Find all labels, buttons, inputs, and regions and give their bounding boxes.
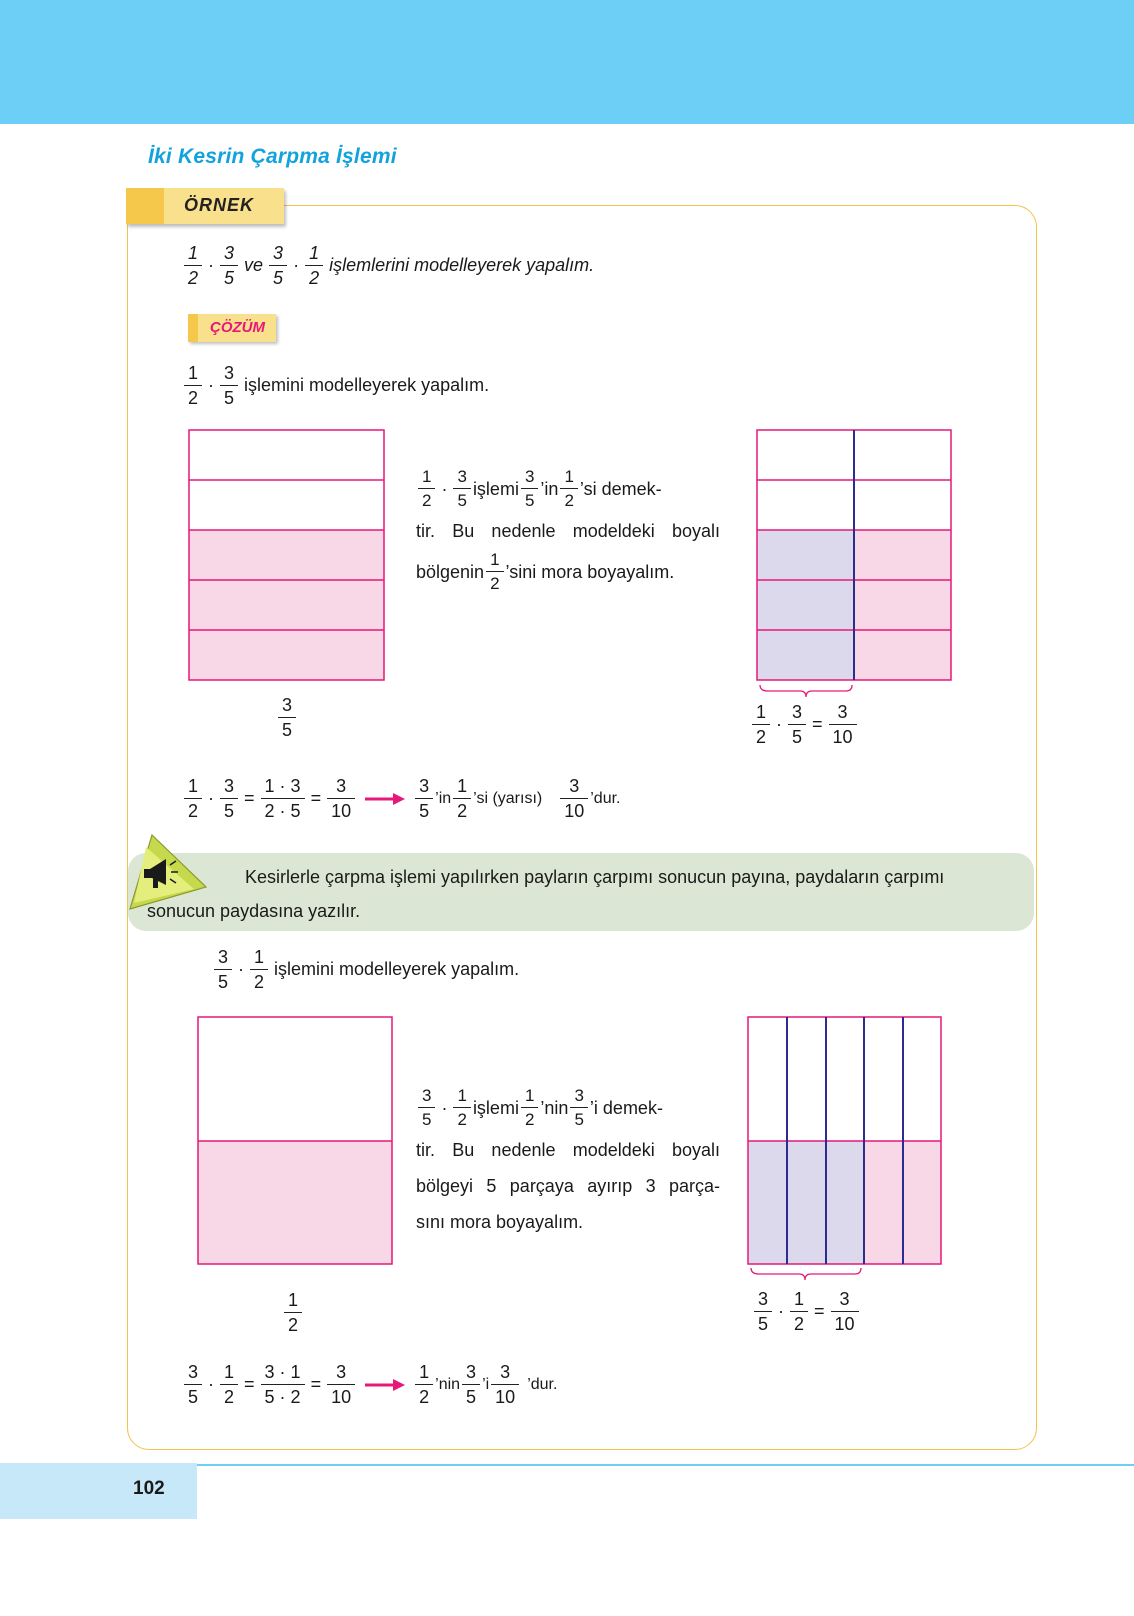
fraction [831,1290,859,1333]
numerator: 3 · 1 [264,1362,301,1382]
text-span: ’dur. [590,789,621,807]
fraction [570,1087,587,1128]
text-span: işlemi [472,478,519,499]
text-span: ’sini mora boyayalım. [505,561,675,582]
numerator: 1 [756,702,767,722]
ve-word: ve [244,255,264,275]
denominator: 2 [418,488,435,509]
example-tab [126,188,284,224]
numerator: 3 [569,776,580,796]
part1-explanation [416,468,720,592]
fraction [521,468,538,509]
model-1-right [756,429,956,699]
text-span: ’i demek- [589,1097,663,1118]
text-span: = [244,788,255,808]
denominator: 5 [278,717,296,739]
model-1-left-label [276,696,298,739]
model-2-right [747,1016,947,1286]
fraction [184,777,202,820]
task-text: işlemlerini modelleyerek yapalım. [329,255,595,275]
numerator: 1 [524,1086,535,1105]
denominator: 5 [521,488,538,509]
numerator: 1 [490,550,500,569]
text-span: · [441,478,448,499]
numerator: 3 [466,1362,477,1382]
text-span: · [778,1301,785,1321]
text-span: işlemi [472,1097,519,1118]
text-span: = [310,788,322,808]
fraction [261,1363,305,1406]
fraction [790,1290,808,1333]
model-1-left [188,429,388,685]
denominator: 2 [453,1107,470,1128]
fraction [453,468,470,509]
fraction [220,1363,238,1406]
footer-line [197,1464,1134,1466]
fraction [829,703,857,746]
fraction [184,244,202,287]
fraction [453,777,471,820]
part2-result [182,1363,557,1406]
model-2-left-label [282,1291,304,1334]
denominator: 10 [327,798,355,820]
denominator: 10 [831,1311,859,1333]
text-span: ’nin [435,1375,461,1393]
denominator: 5 [418,1107,435,1128]
denominator: 2 [453,798,471,820]
text-span: = [244,1374,255,1394]
numerator: 3 [336,1362,347,1382]
numerator: 1 · 3 [264,776,301,796]
model-2-right-equation [752,1290,861,1333]
numerator: 3 [273,243,284,263]
text-span: · [441,1097,448,1118]
text-span: · [208,1374,215,1394]
text-span: · [208,375,215,395]
fraction [560,468,577,509]
fraction [269,244,287,287]
denominator: 5 · 2 [261,1384,305,1406]
denominator: 2 [521,1107,538,1128]
numerator: 1 [419,1362,430,1382]
fraction [560,777,588,820]
denominator: 5 [220,798,238,820]
text-span: ’nin [540,1097,569,1118]
numerator: 1 [224,1362,235,1382]
denominator: 2 [415,1384,433,1406]
denominator: 10 [560,798,588,820]
denominator: 5 [570,1107,587,1128]
numerator: 1 [254,947,265,967]
arrow-right-icon [363,1377,407,1393]
page-number: 102 [133,1478,165,1499]
denominator: 2 [220,1384,238,1406]
denominator: 10 [327,1384,355,1406]
text-span: · [238,959,245,979]
text-span: = [814,1301,825,1321]
fraction [220,364,238,407]
text-span: tir. Bu nedenle modeldeki boyalı [416,521,720,541]
text-span: ’si demek- [579,478,662,499]
denominator: 5 [214,969,232,991]
denominator: 5 [220,265,238,287]
numerator: 3 [218,947,229,967]
numerator: 1 [422,467,432,486]
denominator: 10 [491,1384,519,1406]
section-title: İki Kesrin Çarpma İşlemi [148,145,397,168]
fraction [184,364,202,407]
fraction [486,551,503,592]
fraction [415,1363,433,1406]
text-span: ’i [482,1375,490,1393]
part2-intro [212,948,523,991]
fraction [220,777,238,820]
denominator: 2 [284,1312,302,1334]
numerator: 3 [224,776,235,796]
fraction [305,244,323,287]
text-span: = [812,714,823,734]
numerator: 1 [288,1290,299,1310]
denominator: 2 [250,969,268,991]
numerator: 3 [422,1086,432,1105]
fraction [754,1290,772,1333]
numerator: 3 [500,1362,511,1382]
numerator: 3 [224,243,235,263]
denominator: 10 [829,724,857,746]
part1-result [182,777,621,820]
arrow-right-icon [363,791,407,807]
numerator: 3 [419,776,430,796]
numerator: 1 [188,363,199,383]
text-span: · [208,255,215,275]
fraction [453,1087,470,1128]
text-span: işlemini modelleyerek yapalım. [274,959,520,979]
numerator: 1 [188,776,199,796]
numerator: 1 [457,1086,467,1105]
text-span: · [208,788,215,808]
fraction [521,1087,538,1128]
denominator: 5 [220,385,238,407]
denominator: 2 [184,385,202,407]
fraction [418,1087,435,1128]
fraction [327,777,355,820]
numerator: 1 [188,243,199,263]
model-1-right-equation [750,703,859,746]
text-span: = [310,1374,322,1394]
text-span: ’in [540,478,559,499]
numerator: 3 [524,467,535,486]
denominator: 5 [453,488,470,509]
fraction [220,244,238,287]
fraction [491,1363,519,1406]
fraction [752,703,770,746]
numerator: 1 [309,243,320,263]
numerator: 3 [839,1289,850,1309]
text-span: · [776,714,783,734]
denominator: 2 [752,724,770,746]
note-text: Kesirlerle çarpma işlemi yapılırken payların çarpımı sonucun payına, paydaların çarpımı sonucun paydasına yazılır. [147,867,945,921]
text-span: ’in [435,789,452,807]
text-span: bölgenin [416,561,485,582]
fraction [418,468,435,509]
denominator: 5 [269,265,287,287]
denominator: 5 [754,1311,772,1333]
denominator: 5 [184,1384,202,1406]
denominator: 2 [790,1311,808,1333]
text-span: sını mora boyayalım. [416,1212,584,1232]
text-span: · [293,255,300,275]
numerator: 3 [758,1289,769,1309]
fraction [415,777,433,820]
numerator: 3 [282,695,293,715]
text-span: ’si (yarısı) [473,789,543,807]
solution-tab-label: ÇÖZÜM [210,319,265,336]
fraction [462,1363,480,1406]
fraction [261,777,305,820]
text-span: ’dur. [527,1375,558,1393]
numerator: 1 [564,467,574,486]
solution-tab [188,314,276,342]
numerator: 1 [794,1289,805,1309]
fraction [327,1363,355,1406]
fraction [278,696,296,739]
denominator: 2 [305,265,323,287]
fraction [250,948,268,991]
denominator: 2 [184,265,202,287]
numerator: 3 [457,467,467,486]
footer-band [0,1463,197,1519]
numerator: 3 [188,1362,199,1382]
denominator: 2 [560,488,577,509]
numerator: 3 [224,363,235,383]
part1-intro [182,364,493,407]
example-tab-label: ÖRNEK [184,195,255,215]
model-2-left [197,1016,397,1268]
fraction [284,1291,302,1334]
numerator: 3 [574,1086,584,1105]
text-span: işlemini modelleyerek yapalım. [244,375,490,395]
denominator: 2 · 5 [261,798,305,820]
numerator: 1 [457,776,468,796]
example-task [182,244,598,287]
numerator: 3 [837,702,848,722]
top-band [0,0,1134,124]
denominator: 5 [788,724,806,746]
text-span: bölgeyi 5 parçaya ayırıp 3 parça- [416,1176,720,1196]
text-span: tir. Bu nedenle modeldeki boyalı [416,1140,720,1160]
numerator: 3 [792,702,803,722]
denominator: 5 [415,798,433,820]
denominator: 2 [184,798,202,820]
fraction [788,703,806,746]
denominator: 2 [486,571,503,592]
fraction [184,1363,202,1406]
fraction [214,948,232,991]
part2-explanation [416,1087,720,1240]
numerator: 3 [336,776,347,796]
denominator: 5 [462,1384,480,1406]
